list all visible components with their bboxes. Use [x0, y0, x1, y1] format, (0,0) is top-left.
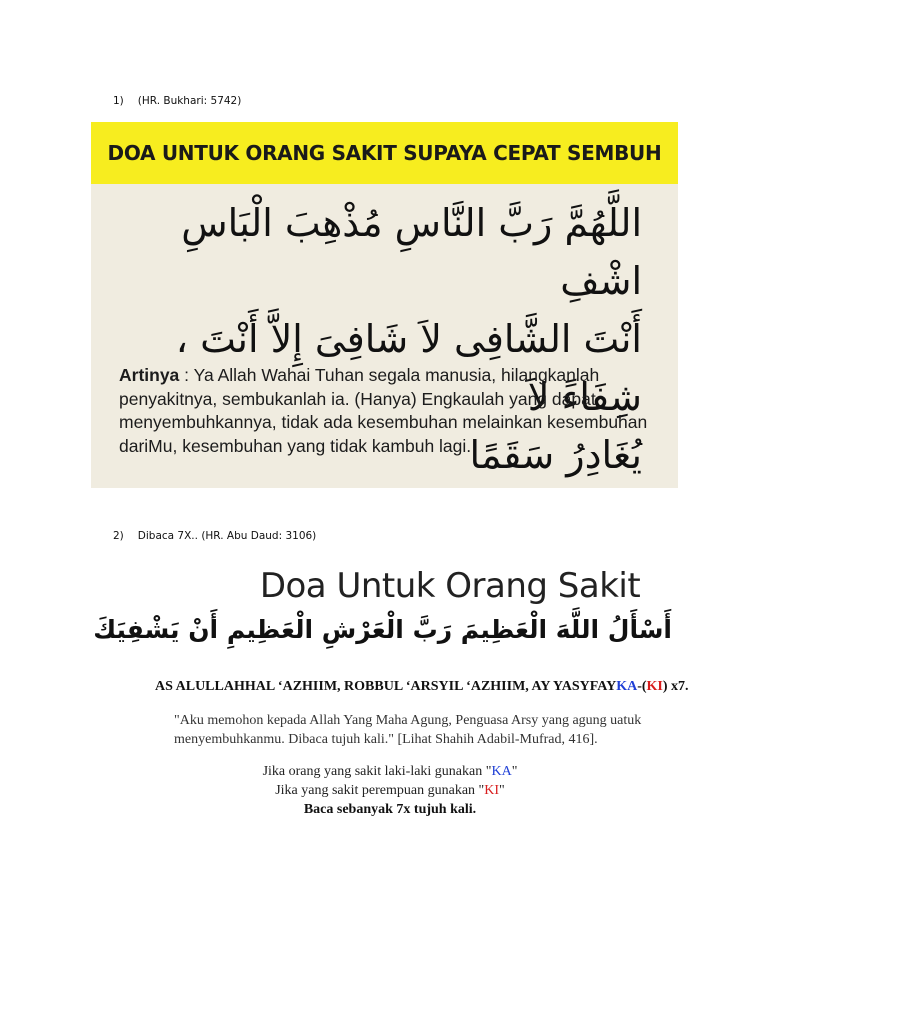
translation-text: : Ya Allah Wahai Tuhan segala manusia, hilangkanlah penyakitnya, sembukanlah ia. (Hanya) Engkaulah yang dapat menyembuhkannya, tidak ada kesembuhan melainkan kesembuhan dariMu, kesembuhan yang tidak kambuh lagi. — [119, 365, 648, 456]
note-male — [200, 764, 580, 780]
suffix-ki: KI — [646, 679, 663, 694]
transliteration-end: ) x7. — [662, 679, 689, 694]
transliteration-dash: -( — [637, 679, 647, 694]
note-repeat: Baca sebanyak 7x tujuh kali. — [303, 802, 477, 817]
doa-card-image — [91, 122, 678, 488]
list-item-1 — [113, 95, 241, 107]
transliteration — [155, 679, 689, 695]
arabic-line: اللَّهُمَّ رَبَّ النَّاسِ مُذْهِبَ الْبَاسِ اشْفِ — [181, 201, 642, 303]
suffix-ki: KI — [484, 783, 500, 798]
note-text: " — [499, 783, 505, 798]
translation-label: Artinya — [119, 365, 180, 385]
note-text: " — [511, 764, 518, 779]
hadith-source: Dibaca 7X.. (HR. Abu Daud: 3106) — [137, 530, 317, 542]
note-text: Jika orang yang sakit laki-laki gunakan " — [262, 764, 492, 779]
transliteration-main: AS ALULLAHHAL ‘AZHIIM, ROBBUL ‘ARSYIL ‘AZHIIM, AY YASYFAY — [155, 679, 617, 694]
note-text: Jika yang sakit perempuan gunakan " — [275, 783, 485, 798]
suffix-ka: KA — [616, 679, 638, 694]
suffix-ka: KA — [491, 764, 512, 779]
list-number: 1) — [113, 95, 124, 107]
card-banner-title: DOA UNTUK ORANG SAKIT SUPAYA CEPAT SEMBUH — [91, 122, 678, 184]
arabic-prayer-text: أَسْأَلُ اللَّهَ الْعَظِيمَ رَبَّ الْعَرْشِ الْعَظِيمِ أَنْ يَشْفِيَكَ — [93, 615, 672, 644]
arabic-line: أَنْتَ الشَّافِى لاَ شَافِىَ إِلاَّ أَنْتَ ، شِفَاءً لاَ — [175, 317, 642, 419]
meaning-text: "Aku memohon kepada Allah Yang Maha Agung, Penguasa Arsy yang agung uatuk menyembuhkanmu. Dibaca tujuh kali." [Lihat Shahih Adabil-Mufrad, 416]. — [174, 713, 642, 747]
list-number: 2) — [113, 530, 124, 542]
arabic-line: يُغَادِرُ سَقَمًا — [469, 433, 642, 477]
hadith-source: (HR. Bukhari: 5742) — [137, 95, 242, 107]
section-title: Doa Untuk Orang Sakit — [259, 566, 641, 606]
list-item-2 — [113, 530, 316, 542]
note-female — [200, 783, 580, 799]
